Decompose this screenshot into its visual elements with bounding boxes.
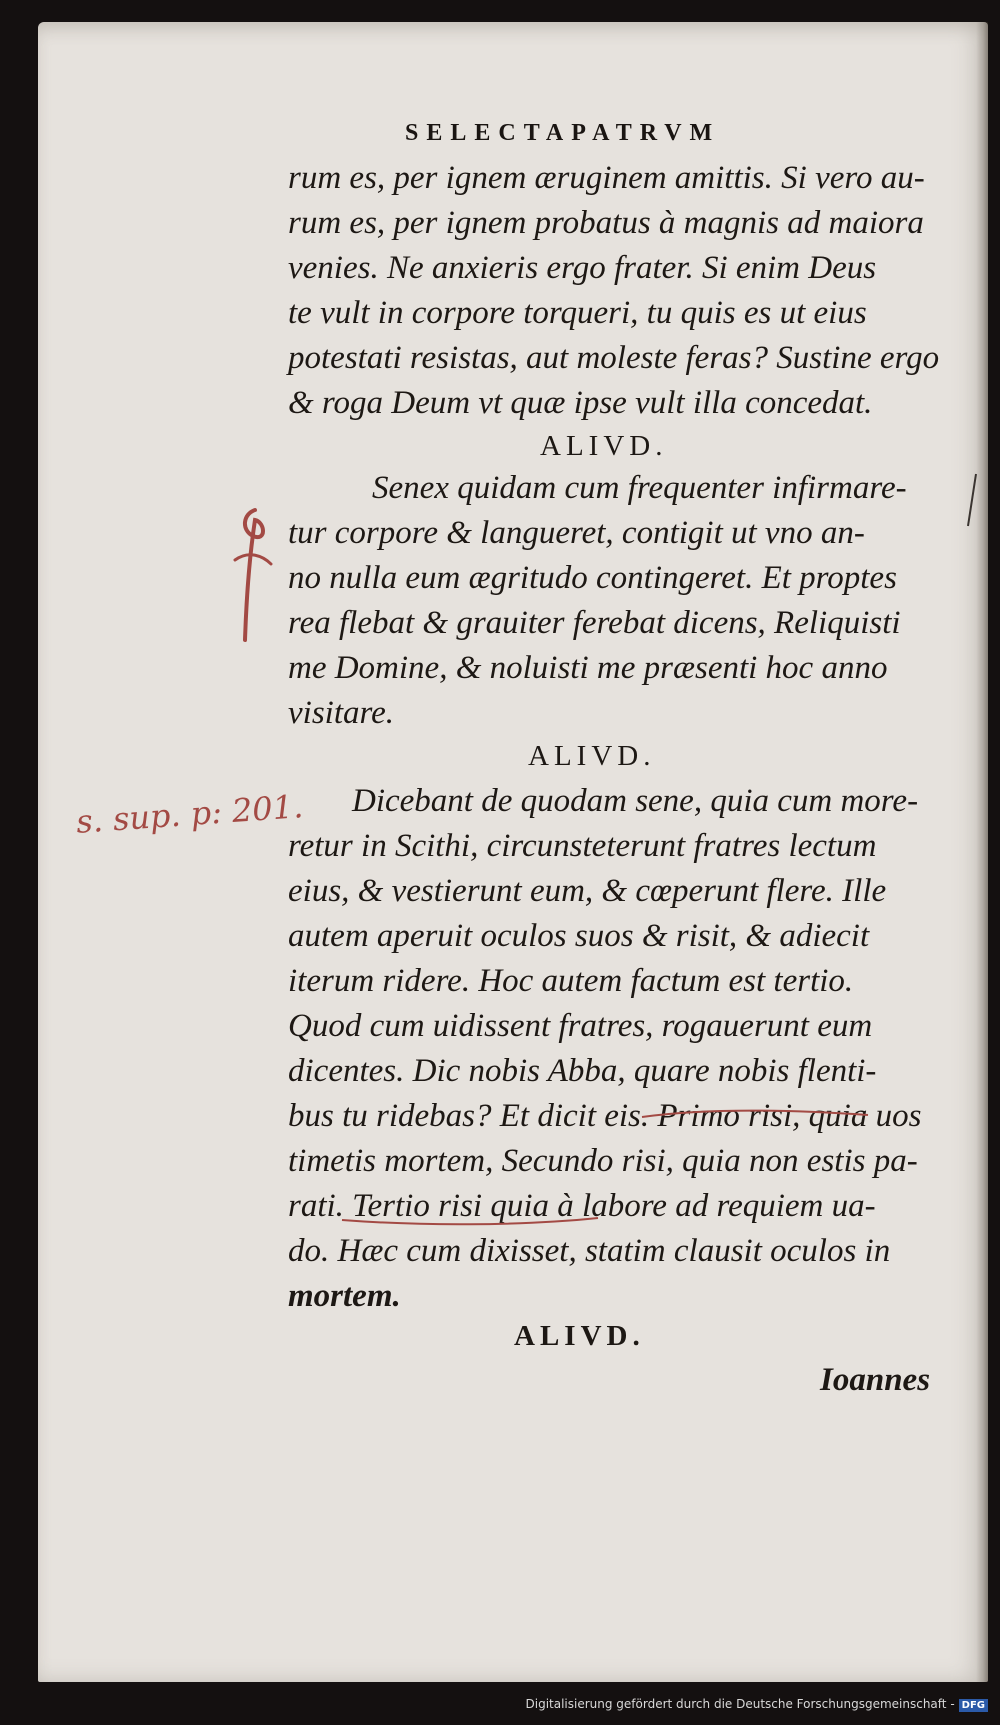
- section-heading: ALIVD.: [528, 740, 656, 772]
- text-line: venies. Ne anxieris ergo frater. Si enim Deus: [288, 250, 877, 286]
- text-line: iterum ridere. Hoc autem factum est tertio.: [288, 963, 854, 999]
- text-line: mortem.: [288, 1278, 401, 1314]
- page-edge-shadow: [976, 22, 988, 1682]
- red-underline: [340, 1210, 600, 1230]
- footer-text: Digitalisierung gefördert durch die Deutsche Forschungsgemeinschaft -: [525, 1697, 955, 1711]
- text-line: retur in Scithi, circunsteterunt fratres lectum: [288, 828, 877, 864]
- text-line: dicentes. Dic nobis Abba, quare nobis flenti-: [288, 1053, 877, 1089]
- text-line: me Domine, & noluisti me præsenti hoc anno: [288, 650, 888, 686]
- text-line: rum es, per ignem probatus à magnis ad maiora: [288, 205, 924, 241]
- text-line: & roga Deum vt quæ ipse vult illa concedat.: [288, 385, 873, 421]
- catchword: Ioannes: [820, 1362, 931, 1398]
- text-line: rati. Tertio risi quia à labore ad requiem ua-: [288, 1188, 876, 1224]
- text-line: autem aperuit oculos suos & risit, & adiecit: [288, 918, 870, 954]
- text-line: Dicebant de quodam sene, quia cum more-: [352, 783, 919, 819]
- running-head: SELECTAPATRVM: [405, 120, 721, 146]
- red-underline: [640, 1105, 870, 1125]
- dfg-logo: DFG: [959, 1699, 988, 1712]
- pencil-mark: [962, 470, 982, 530]
- text-line: eius, & vestierunt eum, & cœperunt flere. Ille: [288, 873, 887, 909]
- text-line: rea flebat & grauiter ferebat dicens, Reliquisti: [288, 605, 901, 641]
- text-line: no nulla eum ægritudo contingeret. Et proptes: [288, 560, 897, 596]
- text-line: timetis mortem, Secundo risi, quia non estis pa-: [288, 1143, 918, 1179]
- section-heading: ALIVD.: [514, 1320, 645, 1352]
- text-line: visitare.: [288, 695, 395, 731]
- text-line: rum es, per ignem æruginem amittis. Si vero au-: [288, 160, 925, 196]
- text-line: bus tu ridebas? Et dicit eis. Primo risi, quia uos: [288, 1098, 922, 1134]
- margin-note: s. sup. p: 201.: [74, 787, 305, 841]
- text-line: Senex quidam cum frequenter infirmare-: [372, 470, 907, 506]
- text-line: te vult in corpore torqueri, tu quis es ut eius: [288, 295, 867, 331]
- text-line: tur corpore & langueret, contigit ut vno an-: [288, 515, 865, 551]
- text-line: potestati resistas, aut moleste feras? Sustine ergo: [288, 340, 940, 376]
- digitization-footer: [0, 1697, 1000, 1712]
- section-heading: ALIVD.: [540, 430, 668, 462]
- text-line: Quod cum uidissent fratres, rogauerunt eum: [288, 1008, 873, 1044]
- red-ink-marginal-mark: [225, 500, 285, 650]
- text-line: do. Hæc cum dixisset, statim clausit oculos in: [288, 1233, 891, 1269]
